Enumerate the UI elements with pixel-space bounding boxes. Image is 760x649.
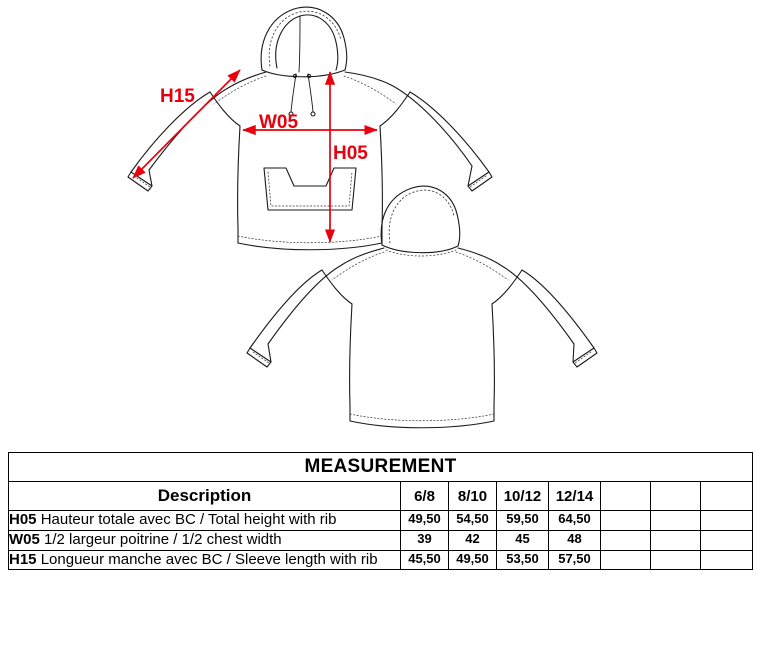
table-row [9, 530, 753, 550]
cell-h15-10-12: 53,50 [497, 550, 549, 570]
cell-h15-empty-1 [601, 550, 651, 570]
header-empty-2 [651, 482, 701, 511]
cell-h15-empty-3 [701, 550, 753, 570]
row-code-w05: W05 [9, 530, 40, 548]
cell-w05-empty-1 [601, 530, 651, 550]
cell-h15-12-14: 57,50 [549, 550, 601, 570]
header-size-12-14: 12/14 [549, 482, 601, 511]
header-size-6-8: 6/8 [401, 482, 449, 511]
cell-w05-6-8: 39 [401, 530, 449, 550]
cell-h05-empty-1 [601, 511, 651, 531]
cell-h05-6-8: 49,50 [401, 511, 449, 531]
cell-h05-8-10: 54,50 [449, 511, 497, 531]
cell-w05-empty-3 [701, 530, 753, 550]
measurement-table [8, 452, 753, 570]
cell-w05-10-12: 45 [497, 530, 549, 550]
table-title: MEASUREMENT [9, 453, 753, 482]
header-description: Description [9, 482, 401, 511]
header-empty-1 [601, 482, 651, 511]
row-description-h05 [9, 511, 401, 531]
header-size-10-12: 10/12 [497, 482, 549, 511]
cell-h05-empty-3 [701, 511, 753, 531]
dimension-label-h15: H15 [160, 86, 195, 107]
dimension-label-h05: H05 [333, 143, 368, 164]
row-text-w05: 1/2 largeur poitrine / 1/2 chest width [39, 530, 282, 548]
cell-h05-12-14: 64,50 [549, 511, 601, 531]
table-title-row [9, 453, 753, 482]
table-row [9, 550, 753, 570]
row-description-w05 [9, 530, 401, 550]
row-code-h05: H05 [9, 511, 37, 528]
hood-outline [261, 7, 347, 70]
row-text-h05: Hauteur totale avec BC / Total height with rib [36, 511, 337, 528]
row-text-h15: Longueur manche avec BC / Sleeve length with rib [36, 550, 378, 568]
header-size-8-10: 8/10 [449, 482, 497, 511]
header-empty-3 [701, 482, 753, 511]
table-header-row [9, 482, 753, 511]
back-hood-outline [381, 186, 460, 246]
cell-h15-8-10: 49,50 [449, 550, 497, 570]
cell-w05-8-10: 42 [449, 530, 497, 550]
row-code-h15: H15 [9, 550, 37, 568]
cell-w05-12-14: 48 [549, 530, 601, 550]
row-description-h15 [9, 550, 401, 570]
dimension-label-w05: W05 [259, 112, 299, 133]
cell-h15-6-8: 45,50 [401, 550, 449, 570]
cell-w05-empty-2 [651, 530, 701, 550]
cell-h15-empty-2 [651, 550, 701, 570]
table-row [9, 511, 753, 531]
cell-h05-empty-2 [651, 511, 701, 531]
cell-h05-10-12: 59,50 [497, 511, 549, 531]
